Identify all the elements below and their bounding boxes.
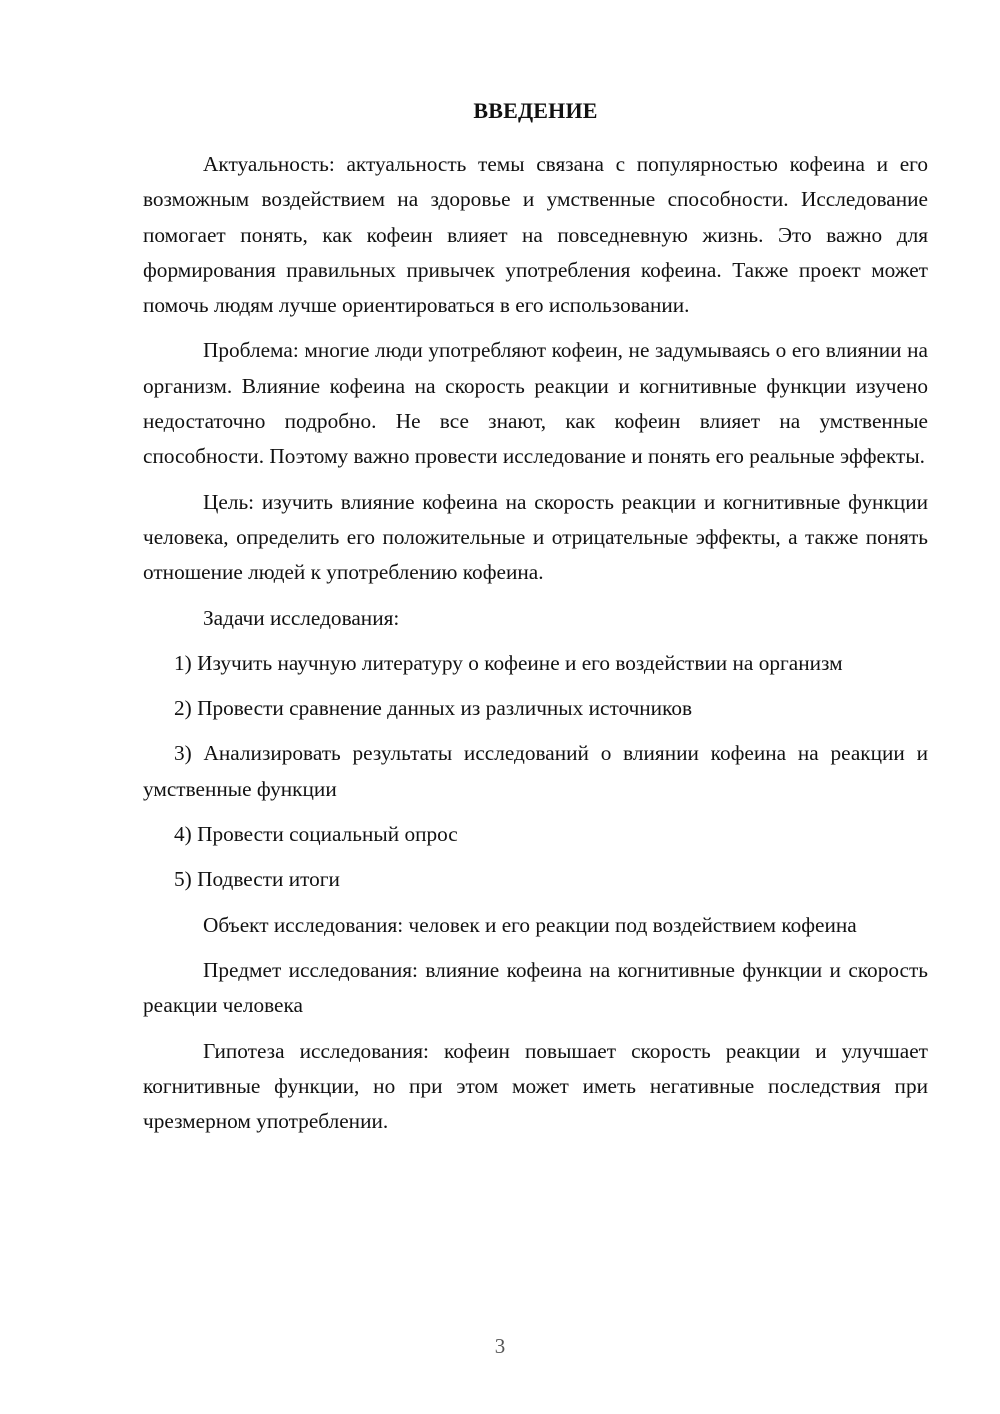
list-item: 2) Провести сравнение данных из различных источников xyxy=(174,696,693,721)
list-item: 4) Провести социальный опрос xyxy=(174,822,458,847)
subject-paragraph: Предмет исследования: влияние кофеина на когнитивные функции и скорость реакции человека xyxy=(143,957,928,1018)
tasks-heading: Задачи исследования: xyxy=(203,605,400,630)
goal-paragraph: Цель: изучить влияние кофеина на скорость реакции и когнитивные функции человека, определить его положительные и отрицательные эффекты, а также понять отношение людей к употреблению кофеина. xyxy=(143,489,928,585)
tasks-list xyxy=(143,646,928,898)
document-page xyxy=(143,95,928,1149)
list-item: 1) Изучить научную литературу о кофеине и его воздействии на организм xyxy=(174,650,843,675)
problem-paragraph: Проблема: многие люди употребляют кофеин, не задумываясь о его влиянии на организм. Влияние кофеина на скорость реакции и когнитивные функции изучено недостаточно подробно. Не все знают, как кофеин влияет на умственные способности. Поэтому важно провести исследование и понять его реальные эффекты. xyxy=(143,338,928,469)
object-paragraph: Объект исследования: человек и его реакции под воздействием кофеина xyxy=(203,912,857,937)
hypothesis-paragraph: Гипотеза исследования: кофеин повышает скорость реакции и улучшает когнитивные функции, но при этом может иметь негативные последствия при чрезмерном употреблении. xyxy=(143,1038,928,1134)
relevance-paragraph: Актуальность: актуальность темы связана с популярностью кофеина и его возможным воздействием на здоровье и умственные способности. Исследование помогает понять, как кофеин влияет на повседневную жизнь. Это важно для формирования правильных привычек употребления кофеина. Также проект может помочь людям лучше ориентироваться в его использовании. xyxy=(143,152,928,318)
list-item: 3) Анализировать результаты исследований о влиянии кофеина на реакции и умственные функции xyxy=(143,741,928,801)
page-title: ВВЕДЕНИЕ xyxy=(473,98,598,123)
page-number: 3 xyxy=(494,1334,506,1358)
list-item: 5) Подвести итоги xyxy=(174,867,340,892)
